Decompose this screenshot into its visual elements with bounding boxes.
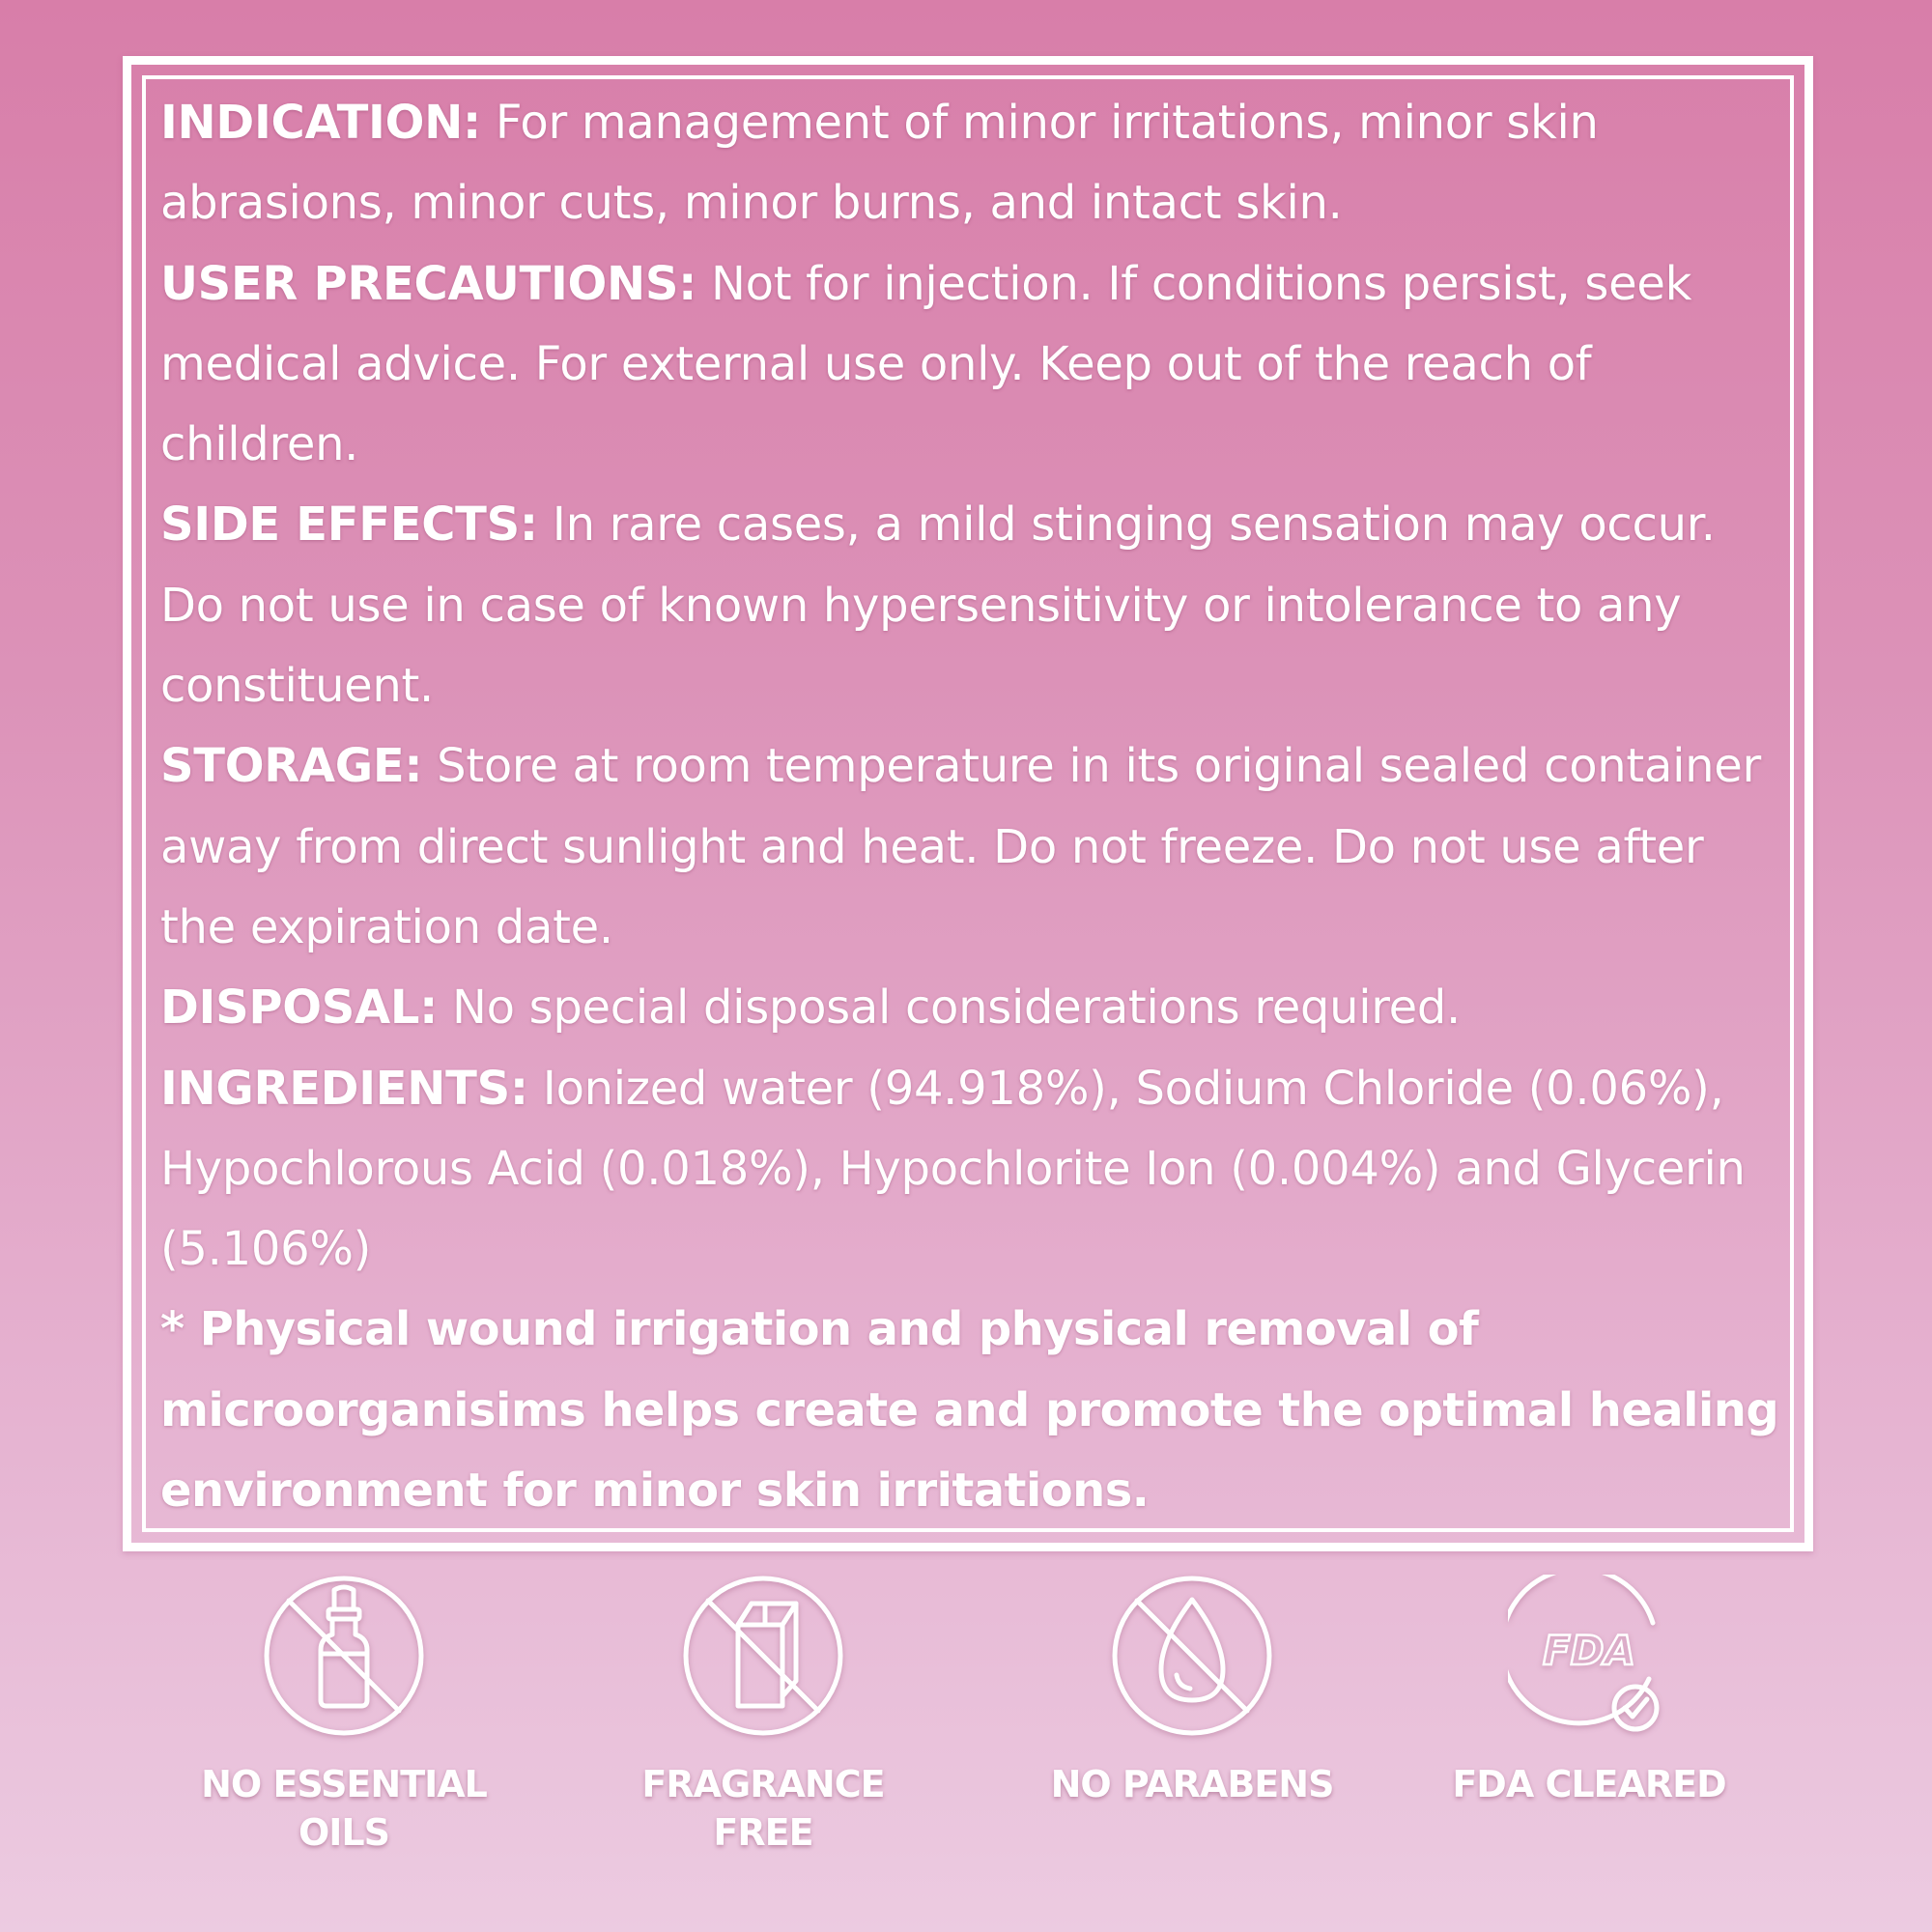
badge-fragrance-free: [589, 1575, 937, 1857]
section-heading: SIDE EFFECTS:: [160, 497, 538, 553]
section-heading: STORAGE:: [160, 739, 423, 794]
indication-section: [160, 83, 1793, 244]
fda-cleared-icon: [1508, 1575, 1670, 1737]
badge-label-line: NO ESSENTIAL: [201, 1763, 487, 1805]
badge-label: [1452, 1760, 1725, 1808]
ingredients-section: [160, 1049, 1793, 1291]
section-text: No special disposal considerations required.: [438, 980, 1462, 1036]
section-text: In rare cases, a mild stinging sensation may occur. Do not use in case of known hypersensitivity or intolerance to any constituent.: [160, 497, 1716, 714]
disposal-section: [160, 968, 1793, 1048]
badge-label-line: OILS: [298, 1811, 390, 1854]
section-heading: INGREDIENTS:: [160, 1061, 528, 1116]
no-parabens-icon: [1111, 1575, 1273, 1737]
section-heading: DISPOSAL:: [160, 980, 439, 1036]
section-text: Ionized water (94.918%), Sodium Chloride (0.06%), Hypochlorous Acid (0.018%), Hypochlorite Ion (0.004%) and Glycerin (5.106%): [160, 1061, 1746, 1277]
badge-no-essential-oils: [170, 1575, 518, 1857]
no-essential-oils-icon: [263, 1575, 425, 1737]
section-text: Store at room temperature in its original sealed container away from direct sunlight and heat. Do not freeze. Do not use after the expiration date.: [160, 739, 1761, 954]
fragrance-free-icon: [682, 1575, 844, 1737]
section-heading: INDICATION:: [160, 96, 481, 150]
badge-label-line: NO PARABENS: [1050, 1763, 1334, 1805]
section-heading: USER PRECAUTIONS:: [160, 256, 697, 311]
user-precautions-section: [160, 244, 1793, 486]
footnote: * Physical wound irrigation and physical removal of microorganisims helps create and promote the optimal healing environment for minor skin irritations.: [160, 1302, 1779, 1519]
badge-label: [201, 1760, 487, 1857]
badge-label-line: FDA CLEARED: [1452, 1763, 1726, 1805]
fda-logo-text: FDA: [1542, 1627, 1636, 1674]
badge-label: [641, 1760, 884, 1857]
product-information: [160, 83, 1793, 1531]
section-text: For management of minor irritations, minor skin abrasions, minor cuts, minor burns, and intact skin.: [160, 96, 1599, 231]
side-effects-section: [160, 485, 1793, 726]
badge-fda-cleared: [1415, 1575, 1763, 1808]
badge-no-parabens: [1018, 1575, 1366, 1808]
badge-label: [1051, 1760, 1334, 1808]
storage-section: [160, 726, 1793, 968]
section-text: Not for injection. If conditions persist, seek medical advice. For external use only. Keep out of the reach of children.: [160, 256, 1692, 472]
badge-label-line: FRAGRANCE: [641, 1763, 885, 1805]
badge-label-line: FREE: [713, 1811, 813, 1854]
